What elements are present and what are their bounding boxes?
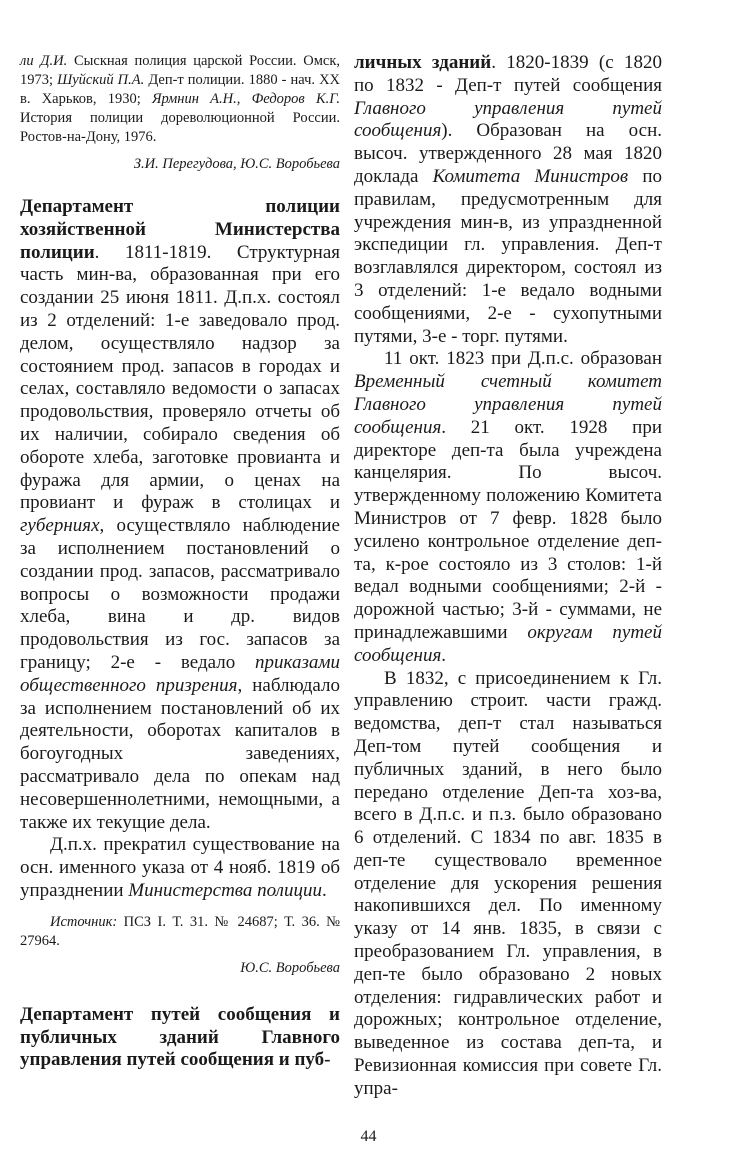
ref-text-2: Деп-т полиции. 1880 - нач. XX в. Харьков, 1930;: [20, 72, 341, 107]
left-column: [20, 52, 340, 1072]
entry-title: Департамент полиции хозяйственной Министерства полиции: [20, 196, 340, 263]
right-column: [354, 52, 662, 1101]
references-previous-entry: [20, 52, 340, 147]
entry-paragraph: Д.п.х. прекратил существование на осн. именного указа от 4 нояб. 1819 об упразднении Министерства полиции.: [20, 834, 340, 901]
ref-author-2: Шуйский П.А.: [57, 72, 145, 88]
ref-author-3: Ярмнин А.Н., Федоров К.Г.: [152, 91, 340, 107]
entry-railways-title: Департамент путей сообщения и публичных зданий Главного управления путей сообщения и пуб-: [20, 1003, 340, 1071]
entry-railways-paragraph-1: личных зданий. 1820-1839 (с 1820 по 1832 - Деп-т путей сообщения Главного управления путей сообщения). Образован на осн. высоч. утвержденного 28 мая 1820 доклада Комитета Министров по правилам, предусмотренным для учреждения мин-в, из упраздненной экспедиции гл. управления. Деп-т возглавлялся директором, состоял из 3 отделений: 1-е ведало водными сообщениями, 2-е - сухопутными путями, 3-е - торг. путями.: [354, 52, 663, 347]
entry-railways-paragraph-3: В 1832, с присоединением к Гл. управлению строит. части гражд. ведомства, деп-т стал называться Деп-том путей сообщения и публичных зданий, в него было передано отделение Деп-та хоз-ва, всего в Д.п.с. и п.з. было образовано 6 отделений. С 1834 по авг. 1835 в деп-те существовало временное отделение для ускорения решения накопившихся дел. По именному указу от 14 янв. 1835, в связи с преобразованием Гл. управления, в деп-те было образовано 2 новых отделения: гидравлических работ и дорожных; контрольное отделение, выведенное из состава деп-та, и Ревизионная комиссия при совете Гл. упра-: [354, 667, 662, 1099]
entry-source: Источник: ПСЗ I. Т. 31. № 24687; Т. 36. № 27964.: [20, 913, 340, 949]
entry-title-continued: личных зданий: [354, 52, 492, 73]
entry-police-economy: Департамент полиции хозяйственной Министерства полиции. 1811-1819. Структурная часть мин-ва, образованная при его создании 25 июня 1811. Д.п.х. состоял из 2 отделений: 1-е заведовало прод. делом, осуществляло надзор за состоянием прод. запасов в городах и селах, составляло ведомости о запасах продовольствия, проверяло отчеты об их наличии, собирало сведения об обороте хлеба, заготовке провианта и фуража для армии, о ценах на провиант и фураж в столицах и губерниях, осуществляло наблюдение за исполнением постановлений о создании прод. запасов, рассматривало вопросы о возможности продажи хлеба, вина и др. видов продовольствия из гос. запасов за границу; 2-е - ведало приказами общественного призрения, наблюдало за исполнением постановлений об их деятельности, оборотах капиталов в богоугодных заведениях, рассматривало дела по опекам над несовершеннолетними, немощными, а также их текущие дела.: [20, 196, 340, 833]
source-label: Источник:: [50, 913, 118, 930]
entry-railways-paragraph-2: 11 окт. 1823 при Д.п.с. образован Временный счетный комитет Главного управления путей сообщения. 21 окт. 1928 при директоре деп-та была учреждена канцелярия. По высоч. утвержденному положению Комитета Министров от 7 февр. 1828 было усилено контрольное отделение деп-та, к-рое состояло из 3 столов: 1-й ведал водными сообщениями; 2-й - дорожной частью; 3-й - суммами, не принадлежавшими округам путей сообщения.: [354, 348, 662, 666]
signature-previous-entry: З.И. Перегудова, Ю.С. Воробьева: [133, 156, 340, 172]
ref-author-1: ли Д.И.: [20, 53, 68, 69]
page-number: 44: [360, 1128, 377, 1145]
ref-text-3: История полиции дореволюционной России. Ростов-на-Дону, 1976.: [20, 110, 340, 145]
ref-text-1: Сыскная полиция царской России. Омск, 1973;: [20, 53, 340, 88]
entry-signature: Ю.С. Воробьева: [240, 959, 340, 976]
